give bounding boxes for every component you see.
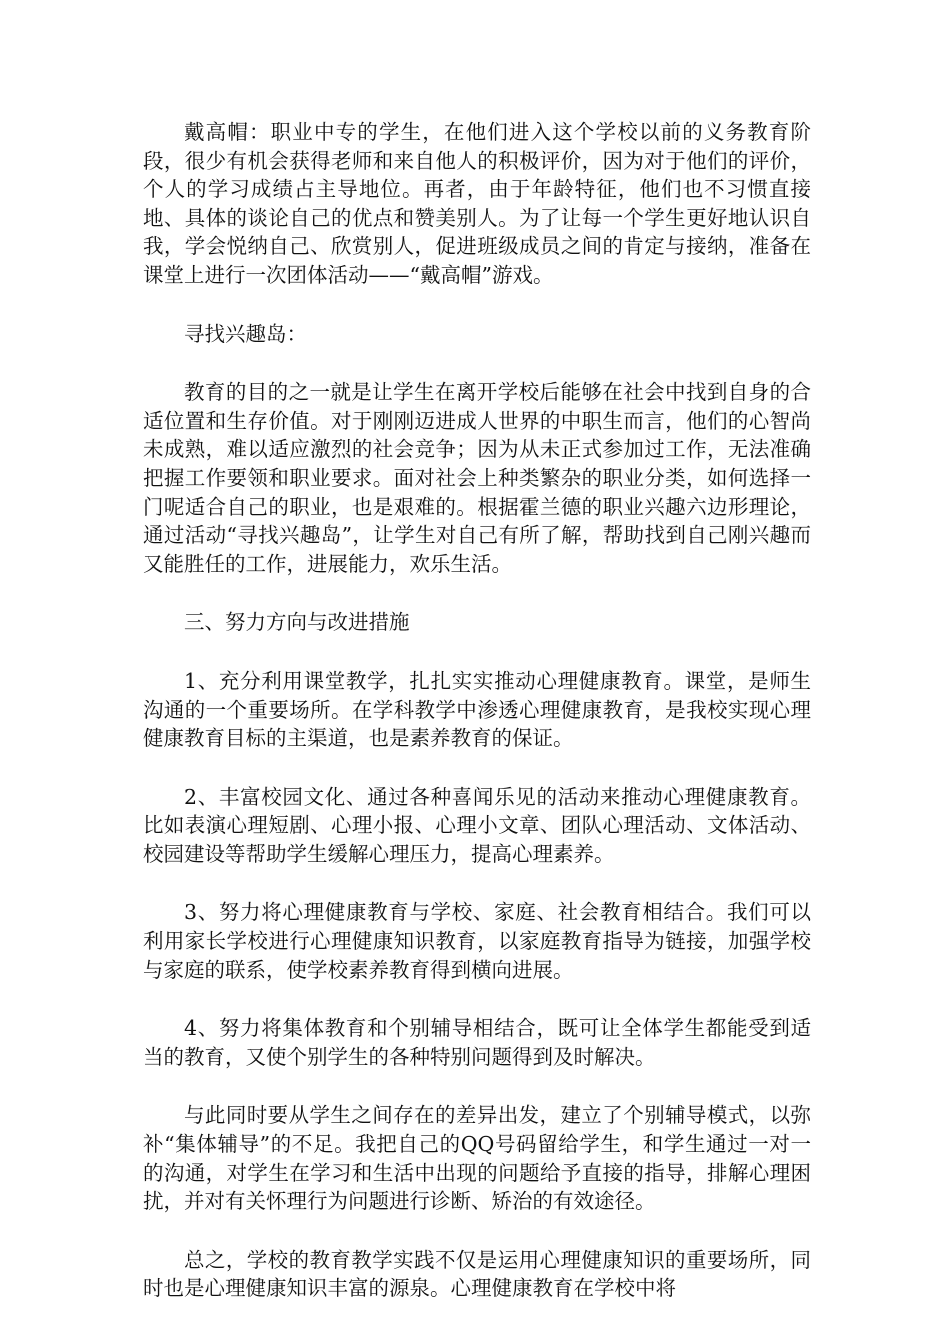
paragraph-measure-2: 2、丰富校园文化、通过各种喜闻乐见的活动来推动心理健康教育。比如表演心理短剧、心理小报、心理小文章、团队心理活动、文体活动、校园建设等帮助学生缓解心理压力，提高心理素养。 xyxy=(143,784,811,866)
paragraph-measure-1: 1、充分利用课堂教学，扎扎实实推动心理健康教育。课堂，是师生沟通的一个重要场所。在学科教学中渗透心理健康教育，是我校实现心理健康教育目标的主渠道，也是素养教育的保证。 xyxy=(143,668,811,751)
paragraph-individual-counseling: 与此同时要从学生之间存在的差异出发，建立了个别辅导模式，以弥补“集体辅导”的不足。我把自己的QQ号码留给学生，和学生通过一对一的沟通，对学生在学习和生活中出现的问题给予直接的指导，排解心理困扰，并对有关怀理行为问题进行诊断、矫治的有效途径。 xyxy=(143,1103,811,1214)
section-heading-improvement: 三、努力方向与改进措施 xyxy=(184,610,410,635)
document-body xyxy=(143,118,811,1333)
paragraph-measure-3: 3、努力将心理健康教育与学校、家庭、社会教育相结合。我们可以利用家长学校进行心理健康知识教育，以家庭教育指导为链接，加强学校与家庭的联系，使学校素养教育得到横向进展。 xyxy=(143,900,811,982)
paragraph-interest-island: 教育的目的之一就是让学生在离开学校后能够在社会中找到自身的合适位置和生存价值。对于刚刚迈进成人世界的中职生而言，他们的心智尚未成熟，难以适应激烈的社会竞争；因为从未正式参加过工作，无法准确把握工作要领和职业要求。面对社会上种类繁杂的职业分类，如何选择一门呢适合自己的职业，也是艰难的。根据霍兰德的职业兴趣六边形理论，通过活动“寻找兴趣岛”，让学生对自己有所了解，帮助找到自己刚兴趣而又能胜任的工作，进展能力，欢乐生活。 xyxy=(143,380,811,576)
paragraph-heading-interest-island: 寻找兴趣岛： xyxy=(184,321,307,346)
paragraph-dai-gao-mao: 戴高帽：职业中专的学生，在他们进入这个学校以前的义务教育阶段，很少有机会获得老师和来自他人的积极评价，因为对于他们的评价，个人的学习成绩占主导地位。再者，由于年龄特征，他们也不习惯直接地、具体的谈论自己的优点和赞美别人。为了让每一个学生更好地认识自我，学会悦纳自己、欣赏别人，促进班级成员之间的肯定与接纳，准备在课堂上进行一次团体活动——“戴高帽”游戏。 xyxy=(143,120,811,287)
paragraph-measure-4: 4、努力将集体教育和个别辅导相结合，既可让全体学生都能受到适当的教育，又使个别学生的各种特别问题得到及时解决。 xyxy=(143,1016,811,1069)
paragraph-conclusion: 总之，学校的教育教学实践不仅是运用心理健康知识的重要场所，同时也是心理健康知识丰富的源泉。心理健康教育在学校中将 xyxy=(143,1247,811,1301)
